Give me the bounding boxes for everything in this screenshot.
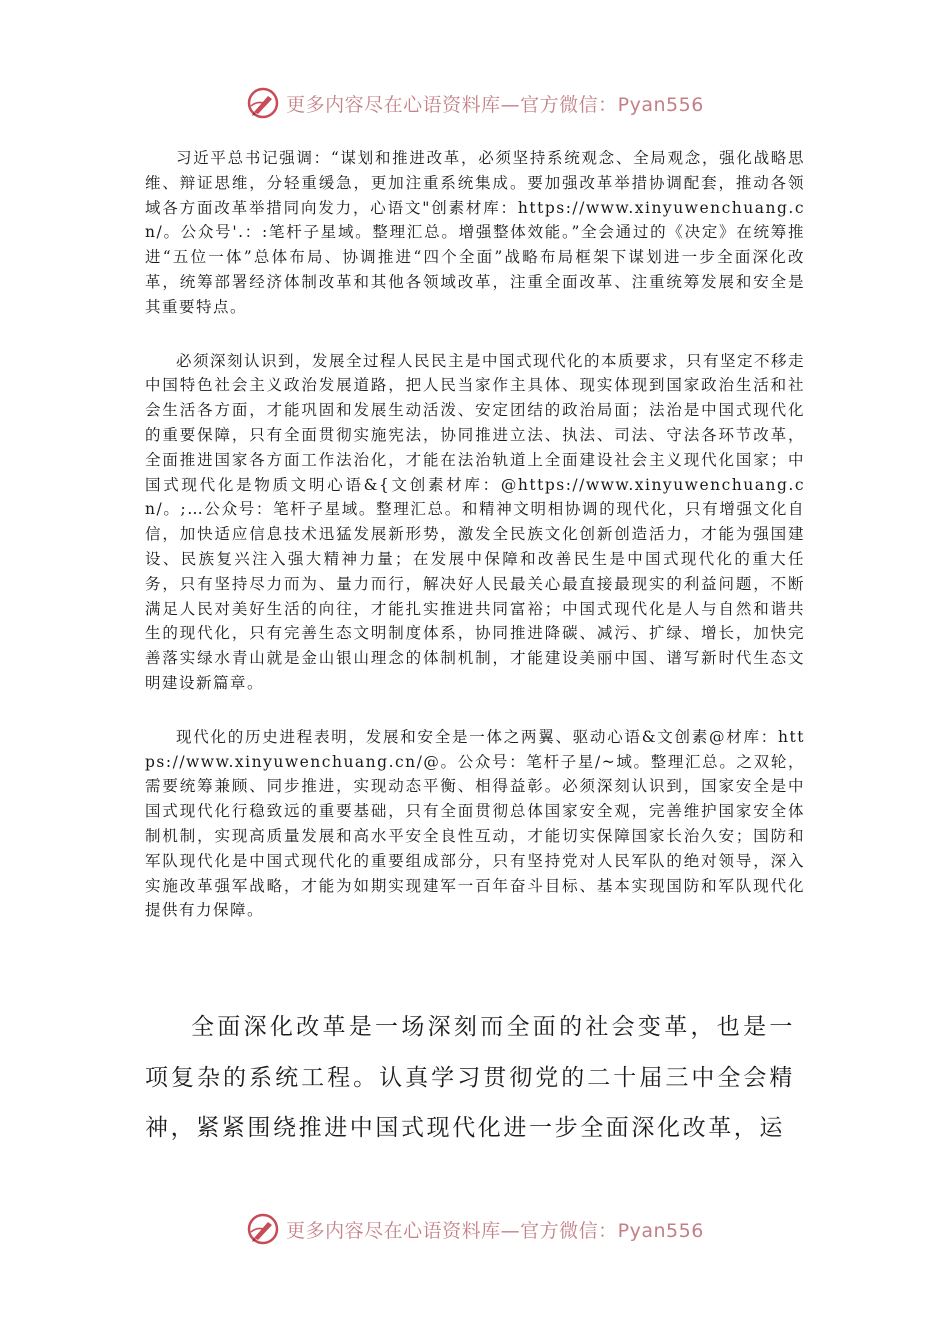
document-body (145, 146, 805, 923)
watermark-text: 更多内容尽在心语资料库—官方微信：Pyan556 (286, 1219, 704, 1242)
watermark-text: 更多内容尽在心语资料库—官方微信：Pyan556 (286, 93, 704, 116)
pen-logo-icon (246, 1212, 280, 1246)
pen-logo-icon (246, 86, 280, 120)
paragraph-1: 习近平总书记强调：“谋划和推进改革，必须坚持系统观念、全局观念，强化战略思维、辩证思维，分轻重缓急，更加注重系统集成。要加强改革举措协调配套，推动各领域各方面改革举措同向发力，心语文"创素材库：https://www.xinyuwenchuang.cn/。公众号'.：:笔杆子星域。整理汇总。增强整体效能。”全会通过的《决定》在统筹推进“五位一体”总体布局、协调推进“四个全面”战略布局框架下谋划进一步全面深化改革，统筹部署经济体制改革和其他各领域改革，注重全面改革、注重统筹发展和安全是其重要特点。 (145, 149, 805, 316)
footer-watermark (0, 1212, 950, 1246)
large-paragraph: 全面深化改革是一场深刻而全面的社会变革，也是一项复杂的系统工程。认真学习贯彻党的二十届三中全会精神，紧紧围绕推进中国式现代化进一步全面深化改革，运 (145, 1014, 795, 1141)
paragraph-2: 必须深刻认识到，发展全过程人民民主是中国式现代化的本质要求，只有坚定不移走中国特色社会主义政治发展道路，把人民当家作主具体、现实体现到国家政治生活和社会生活各方面，才能巩固和发展生动活泼、安定团结的政治局面；法治是中国式现代化的重要保障，只有全面贯彻实施宪法，协同推进立法、执法、司法、守法各环节改革，全面推进国家各方面工作法治化，才能在法治轨道上全面建设社会主义现代化国家；中国式现代化是物质文明心语&{文创素材库：@https://www.xinyuwenchuang.cn/。;…公众号：笔杆子星域。整理汇总。和精神文明相协调的现代化，只有增强文化自信，加快适应信息技术迅猛发展新形势，激发全民族文化创新创造活力，才能为强国建设、民族复兴注入强大精神力量；在发展中保障和改善民生是中国式现代化的重大任务，只有坚持尽力而为、量力而行，解决好人民最关心最直接最现实的利益问题，不断满足人民对美好生活的向往，才能扎实推进共同富裕；中国式现代化是人与自然和谐共生的现代化，只有完善生态文明制度体系，协同推进降碳、减污、扩绿、增长，加快完善落实绿水青山就是金山银山理念的体制机制，才能建设美丽中国、谱写新时代生态文明建设新篇章。 (145, 351, 806, 692)
header-watermark (0, 86, 950, 120)
paragraph-3: 现代化的历史进程表明，发展和安全是一体之两翼、驱动心语&文创素@材库：https://www.xinyuwenchuang.cn/@。公众号：笔杆子星/~域。整理汇总。之双轮，需要统筹兼顾、同步推进，实现动态平衡、相得益彰。必须深刻认识到，国家安全是中国式现代化行稳致远的重要基础，只有全面贯彻总体国家安全观，完善维护国家安全体制机制，实现高质量发展和高水平安全良性互动，才能切实保障国家长治久安；国防和军队现代化是中国式现代化的重要组成部分，只有坚持党对人民军队的绝对领导，深入实施改革强军战略，才能为如期实现建军一百年奋斗目标、基本实现国防和军队现代化提供有力保障。 (145, 727, 805, 920)
